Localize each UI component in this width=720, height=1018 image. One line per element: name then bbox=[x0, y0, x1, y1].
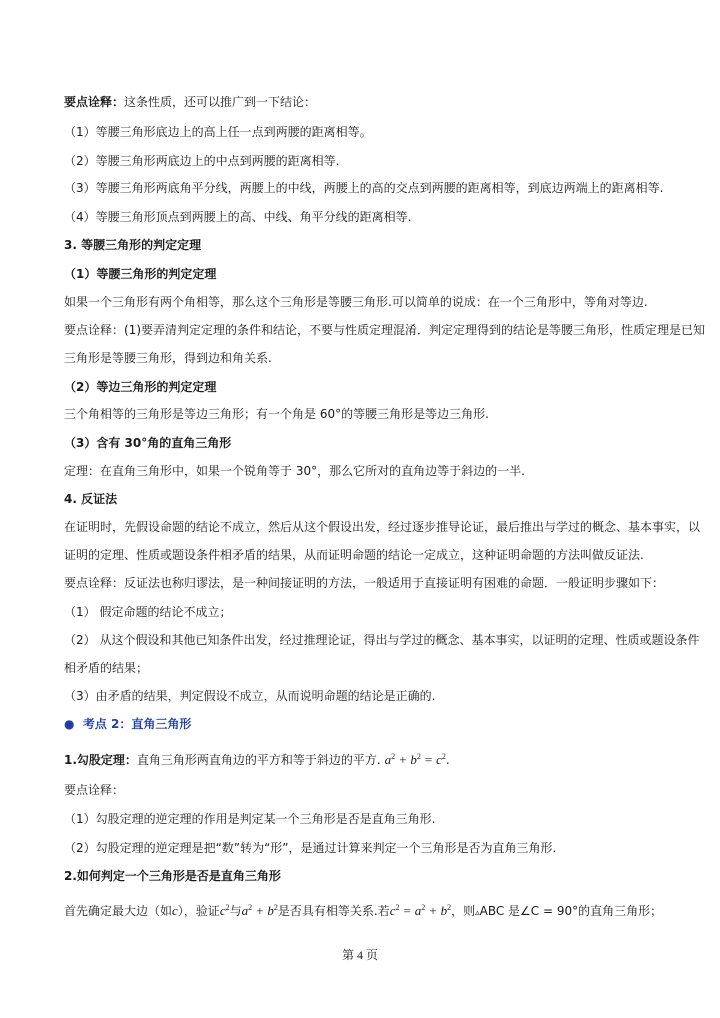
section-3-sub2-text: 三个角相等的三角形是等边三角形；有一个角是 60°的等腰三角形是等边三角形. bbox=[64, 407, 489, 421]
conclusion-2: （2）等腰三角形两底边上的中点到两腰的距离相等. bbox=[64, 154, 340, 168]
key-point-2-heading bbox=[64, 716, 191, 732]
pythagorean-end: . bbox=[445, 753, 450, 767]
section-3-note-2: 三角形是等腰三角形，得到边和角关系. bbox=[64, 351, 272, 365]
intro-text: 这条性质，还可以推广到一下结论： bbox=[124, 95, 317, 109]
section-4-step-1: （1） 假定命题的结论不成立； bbox=[64, 605, 232, 619]
section-4-step-3: （3）由矛盾的结果，判定假设不成立，从而说明命题的结论是正确的. bbox=[64, 689, 436, 703]
section-3-sub1: （1）等腰三角形的判定定理 bbox=[64, 267, 217, 281]
section-3-sub2: （2）等边三角形的判定定理 bbox=[64, 380, 217, 394]
section-3-title: 3. 等腰三角形的判定定理 bbox=[64, 238, 202, 252]
page-number: 第 4 页 bbox=[341, 948, 378, 962]
pythagorean-title: 1.勾股定理： bbox=[64, 753, 137, 767]
pythagorean-formula: $a^2 + b^2 = c^2$ bbox=[384, 752, 446, 767]
pythagorean-note-2: （2）勾股定理的逆定理是把“数”转为“形”，是通过计算来判定一个三角形是否为直角三角形. bbox=[64, 841, 557, 855]
right-triangle-judge-text: 首先确定最大边（如c），验证$c^2$与$a^2 + b^2$是否具有相等关系.若$c^2 = a^2 + b^2$，则▵ABC 是∠C = 90°的直角三角形； bbox=[64, 903, 663, 918]
section-3-sub1-text: 如果一个三角形有两个角相等，那么这个三角形是等腰三角形.可以简单的说成：在一个三角形中，等角对等边. bbox=[64, 295, 648, 309]
section-4-p1: 在证明时，先假设命题的结论不成立，然后从这个假设出发，经过逐步推导论证，最后推出与学过的概念、基本事实，以 bbox=[64, 520, 701, 534]
conclusion-1: （1）等腰三角形底边上的高上任一点到两腰的距离相等。 bbox=[64, 125, 372, 139]
section-3-sub3-text: 定理：在直角三角形中，如果一个锐角等于 30°，那么它所对的直角边等于斜边的一半. bbox=[64, 464, 525, 478]
section-4-p2: 证明的定理、性质或题设条件相矛盾的结果，从而证明命题的结论一定成立，这种证明命题的方法叫做反证法. bbox=[64, 548, 644, 562]
intro-head: 要点诠释： bbox=[64, 95, 125, 109]
intro-line bbox=[64, 94, 316, 110]
triangle-icon: ▵ bbox=[475, 908, 480, 918]
key-point-2-title: 考点 2：直角三角形 bbox=[82, 717, 192, 731]
section-4-title: 4. 反证法 bbox=[64, 492, 118, 506]
section-4-note: 要点诠释：反证法也称归谬法，是一种间接证明的方法，一般适用于直接证明有困难的命题．一般证明步骤如下： bbox=[64, 576, 665, 590]
bullet-icon: ● bbox=[64, 717, 75, 731]
pythagorean-note-head: 要点诠释： bbox=[64, 783, 125, 797]
conclusion-3: （3）等腰三角形两底角平分线，两腰上的中线，两腰上的高的交点到两腰的距离相等，到底边两端上的距离相等. bbox=[64, 181, 664, 195]
pythagorean-note-1: （1）勾股定理的逆定理的作用是判定某一个三角形是否是直角三角形. bbox=[64, 812, 436, 826]
conclusion-4: （4）等腰三角形顶点到两腰上的高、中线、角平分线的距离相等. bbox=[64, 210, 412, 224]
section-4-step-2b: 相矛盾的结果； bbox=[64, 661, 149, 675]
section-4-step-2a: （2） 从这个假设和其他已知条件出发，经过推理论证，得出与学过的概念、基本事实，以证明的定理、性质或题设条件 bbox=[64, 633, 700, 647]
pythagorean-text: 直角三角形两直角边的平方和等于斜边的平方. bbox=[136, 753, 381, 767]
section-3-sub3: （3）含有 30°角的直角三角形 bbox=[64, 436, 232, 450]
section-3-note-1: 要点诠释：(1)要弄清判定定理的条件和结论，不要与性质定理混淆．判定定理得到的结论是等腰三角形，性质定理是已知 bbox=[64, 323, 706, 337]
pythagorean-line bbox=[64, 749, 450, 768]
right-triangle-judge-title: 2.如何判定一个三角形是否是直角三角形 bbox=[64, 869, 281, 883]
